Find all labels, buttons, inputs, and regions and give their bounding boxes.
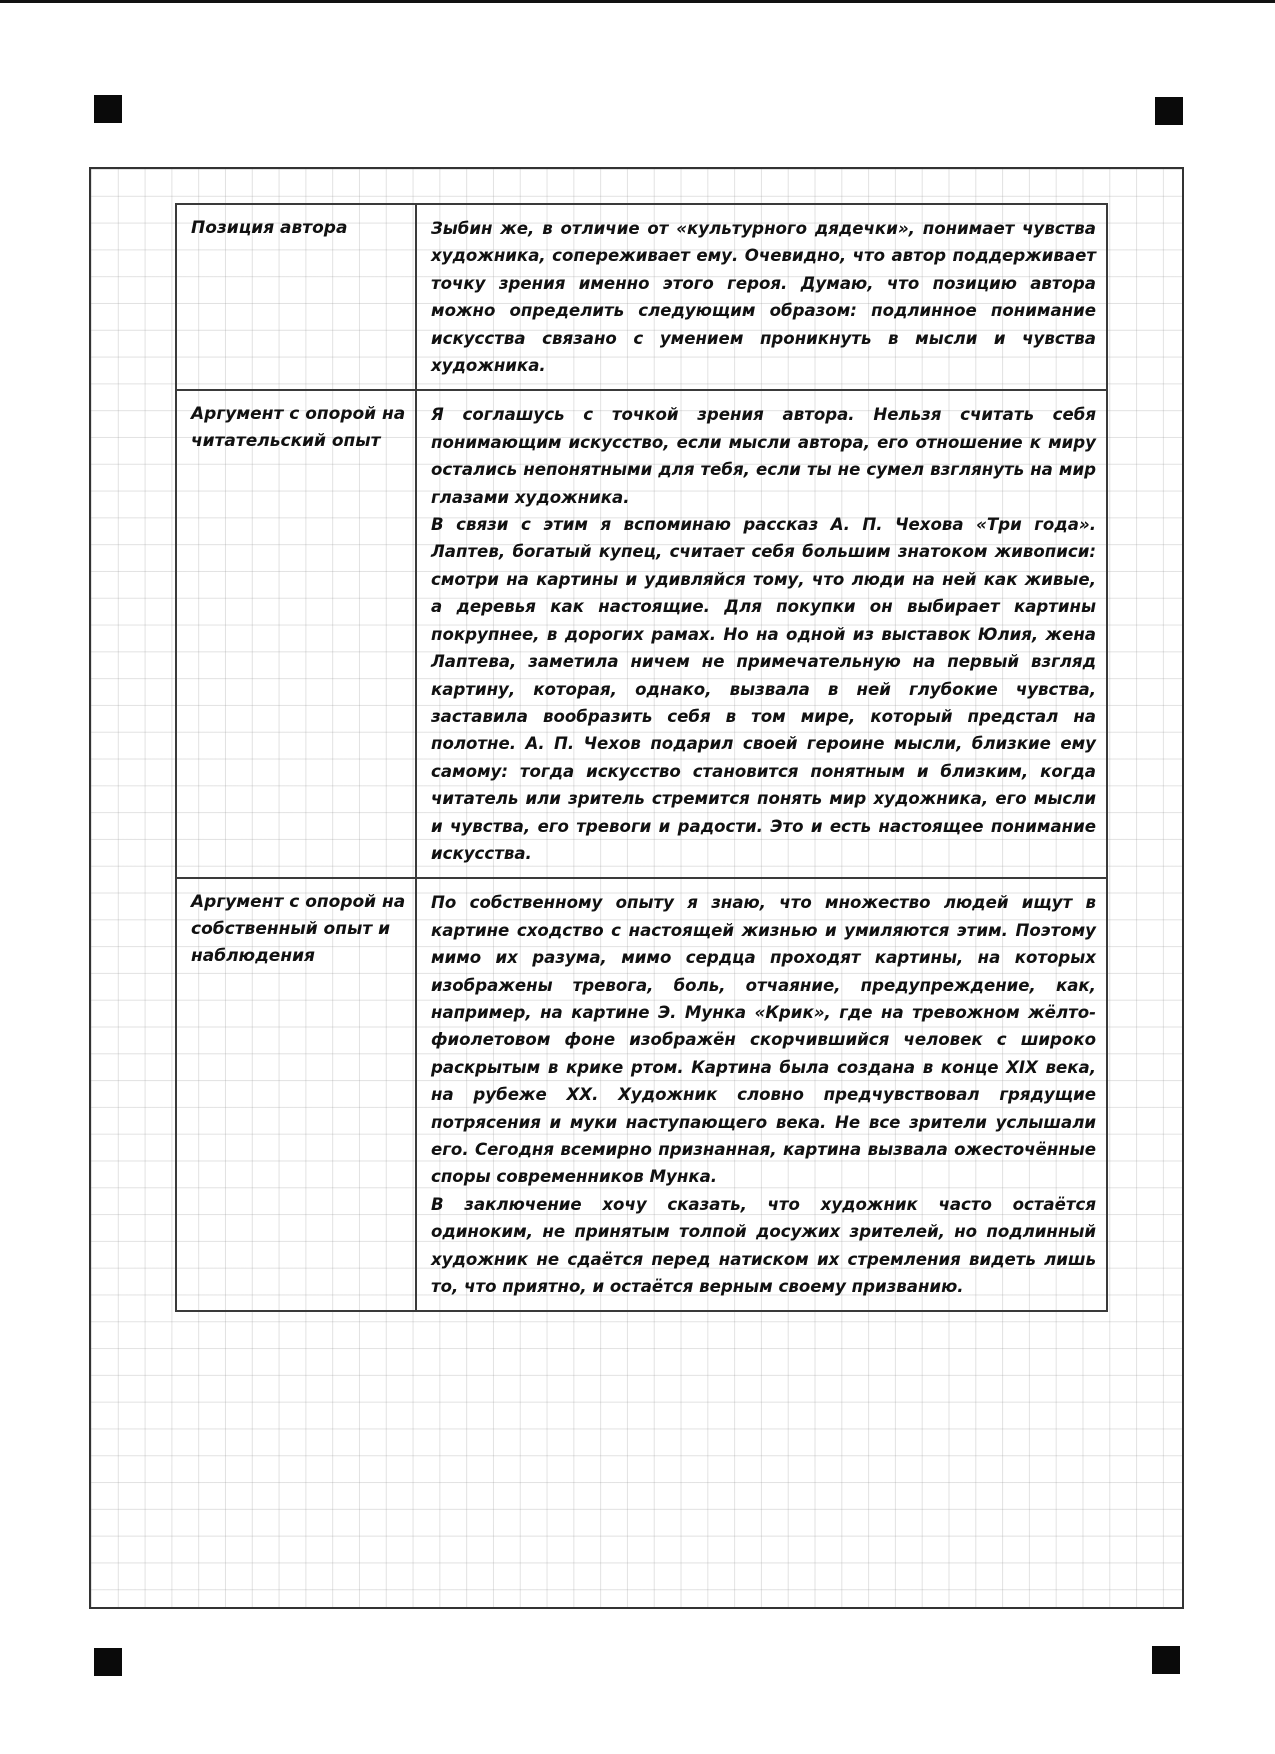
answer-sheet-grid bbox=[89, 167, 1184, 1609]
row-label: Позиция автора bbox=[176, 204, 416, 390]
paragraph: По собственному опыту я знаю, что множество людей ищут в картине сходство с настоящей жизнью и умиляются этим. Поэтому мимо их разума, мимо сердца проходят картины, на которых изображены тревога, боль, отчаяние, предупреждение, как, например, на картине Э. Мунка «Крик», где на тревожном жёлто-фиолетовом фоне изображён скорчившийся человек с широко раскрытым в крике ртом. Картина была создана в конце XIX века, на рубеже XX. Художник словно предчувствовал грядущие потрясения и муки наступающего века. Не все зрители услышали его. Сегодня всемирно признанная, картина вызвала ожесточённые споры современников Мунка. bbox=[431, 893, 1096, 1187]
scan-top-edge bbox=[0, 0, 1275, 3]
paragraph: В связи с этим я вспоминаю рассказ А. П. Чехова «Три года». Лаптев, богатый купец, считает себя большим знатоком живописи: смотри на картины и удивляйся тому, что люди на ней как живые, а деревья как настоящие. Для покупки он выбирает картины покрупнее, в дорогих рамах. Но на одной из выставок Юлия, жена Лаптева, заметила ничем не примечательную на первый взгляд картину, которая, однако, вызвала в ней глубокие чувства, заставила вообразить себя в том мире, который предстал на полотне. А. П. Чехов подарил своей героине мысли, близкие ему самому: тогда искусство становится понятным и близким, когда читатель или зритель стремится понять мир художника, его мысли и чувства, его тревоги и радости. Это и есть настоящее понимание искусства. bbox=[431, 515, 1096, 863]
row-label: Аргумент с опорой на читательский опыт bbox=[176, 390, 416, 878]
table-row bbox=[176, 204, 1107, 390]
table-row bbox=[176, 390, 1107, 878]
corner-marker-top-left bbox=[94, 95, 122, 123]
corner-marker-top-right bbox=[1155, 97, 1183, 125]
paragraph: В заключение хочу сказать, что художник часто остаётся одиноким, не принятым толпой досужих зрителей, но подлинный художник не сдаётся перед натиском их стремления видеть лишь то, что приятно, и остаётся верным своему призванию. bbox=[431, 1194, 1096, 1297]
row-label: Аргумент с опорой на собственный опыт и наблюдения bbox=[176, 878, 416, 1311]
paragraph: Я соглашусь с точкой зрения автора. Нельзя считать себя понимающим искусство, если мысли автора, его отношение к миру остались непонятными для тебя, если ты не сумел взглянуть на мир глазами художника. bbox=[431, 405, 1096, 507]
corner-marker-bottom-left bbox=[94, 1648, 122, 1676]
row-text bbox=[416, 878, 1107, 1311]
table-row bbox=[176, 878, 1107, 1311]
corner-marker-bottom-right bbox=[1152, 1646, 1180, 1674]
row-text bbox=[416, 390, 1107, 878]
paragraph: Зыбин же, в отличие от «культурного дядечки», понимает чувства художника, сопереживает ему. Очевидно, что автор поддерживает точку зрения именно этого героя. Думаю, что позицию автора можно определить следующим образом: подлинное понимание искусства связано с умением проникнуть в мысли и чувства художника. bbox=[431, 219, 1096, 376]
row-text bbox=[416, 204, 1107, 390]
essay-table bbox=[175, 203, 1108, 1312]
